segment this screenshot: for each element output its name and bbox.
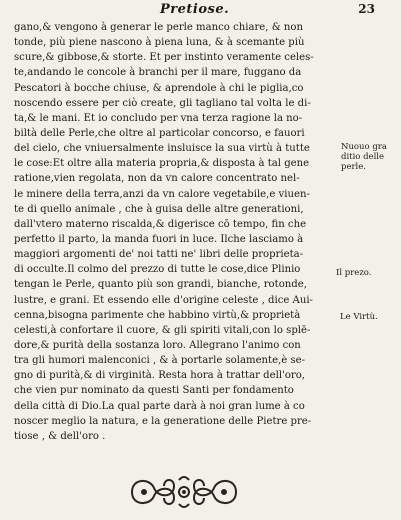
printer-ornament-icon <box>124 472 244 512</box>
text-line: Pescatori à bocche chiuse, & aprendole à chi le piglia,co <box>14 82 304 94</box>
text-line: te di quello animale , che à guisa delle altre generationi, <box>14 203 304 215</box>
text-line: ta,& le mani. Et io concludo per vna terza ragione la no- <box>14 112 303 124</box>
text-line: noscer meglio la natura, e la generatione delle Pietre pre- <box>14 415 312 427</box>
text-line: tra gli humori malenconici , & à portarle solamente,è se- <box>14 355 306 367</box>
text-line: perfetto il parto, la manda fuori in luce. Ilche lasciamo à <box>14 233 304 245</box>
margin-note-prezzo: Il prezo. <box>336 268 372 278</box>
margin-note-line: ditio delle <box>341 152 385 162</box>
text-line: del cielo, che vniuersalmente insluisce la sua virtù à tutte <box>14 143 310 155</box>
main-text-block <box>14 20 332 444</box>
text-line: celesti,à confortare il cuore, & gli spiriti vitali,con lo splē- <box>14 324 311 336</box>
text-line: cenna,bisogna parimente che habbino virtù,& proprietà <box>14 309 301 321</box>
text-line: gano,& vengono à generar le perle manco chiare, & non <box>14 22 303 33</box>
running-title: Pretiose. <box>160 2 230 17</box>
text-line: le cose:Et oltre alla materia propria,& disposta à tal gene <box>14 158 310 170</box>
text-line: che vien pur nominato da questi Santi per fondamento <box>14 385 294 397</box>
text-line: della città di Dio.La qual parte darà à noi gran lume à co <box>14 400 305 412</box>
text-line: maggiori argomenti de' noi tatti ne' libri delle proprieta- <box>14 249 304 261</box>
text-line: tengan le Perle, quanto più son grandi, bianche, rotonde, <box>14 279 307 291</box>
text-line: gno di purità,& di virginità. Resta hora à trattar dell'oro, <box>14 370 306 382</box>
text-line: tonde, più piene nascono à piena luna, & à scemante più <box>14 37 305 49</box>
text-line: dore,& purità della sostanza loro. Allegrano l'animo con <box>14 339 301 351</box>
page-header <box>0 2 401 20</box>
margin-note-line: perle. <box>341 162 366 172</box>
text-line: tiose , & dell'oro . <box>14 430 106 442</box>
text-line: biltà delle Perle,che oltre al particolar concorso, e fauori <box>14 127 305 139</box>
text-line: te,andando le concole à branchi per il mare, fuggano da <box>14 67 302 79</box>
page-number: 23 <box>358 2 375 16</box>
margin-note-perle <box>341 142 387 172</box>
text-line: ratione,vien regolata, non da vn calore concentrato nel- <box>14 173 300 185</box>
text-line: le minere della terra,anzi da vn calore vegetabile,e viuen- <box>14 188 310 200</box>
text-line: lustre, e grani. Et essendo elle d'origine celeste , dice Aui- <box>14 294 313 306</box>
text-line: scure,& gibbose,& storte. Et per instinto veramente celes- <box>14 52 314 64</box>
text-line: di occulte.Il colmo del prezzo di tutte le cose,dice Plinio <box>14 264 301 276</box>
margin-note-virtu: Le Virtù. <box>340 312 378 322</box>
text-line: noscendo essere per ciò create, gli tagliano tal volta le di- <box>14 97 311 109</box>
margin-note-line: Nuouo gra <box>341 142 387 152</box>
text-line: dall'vtero materno riscalda,& digerisce cō tempo, fin che <box>14 218 307 230</box>
